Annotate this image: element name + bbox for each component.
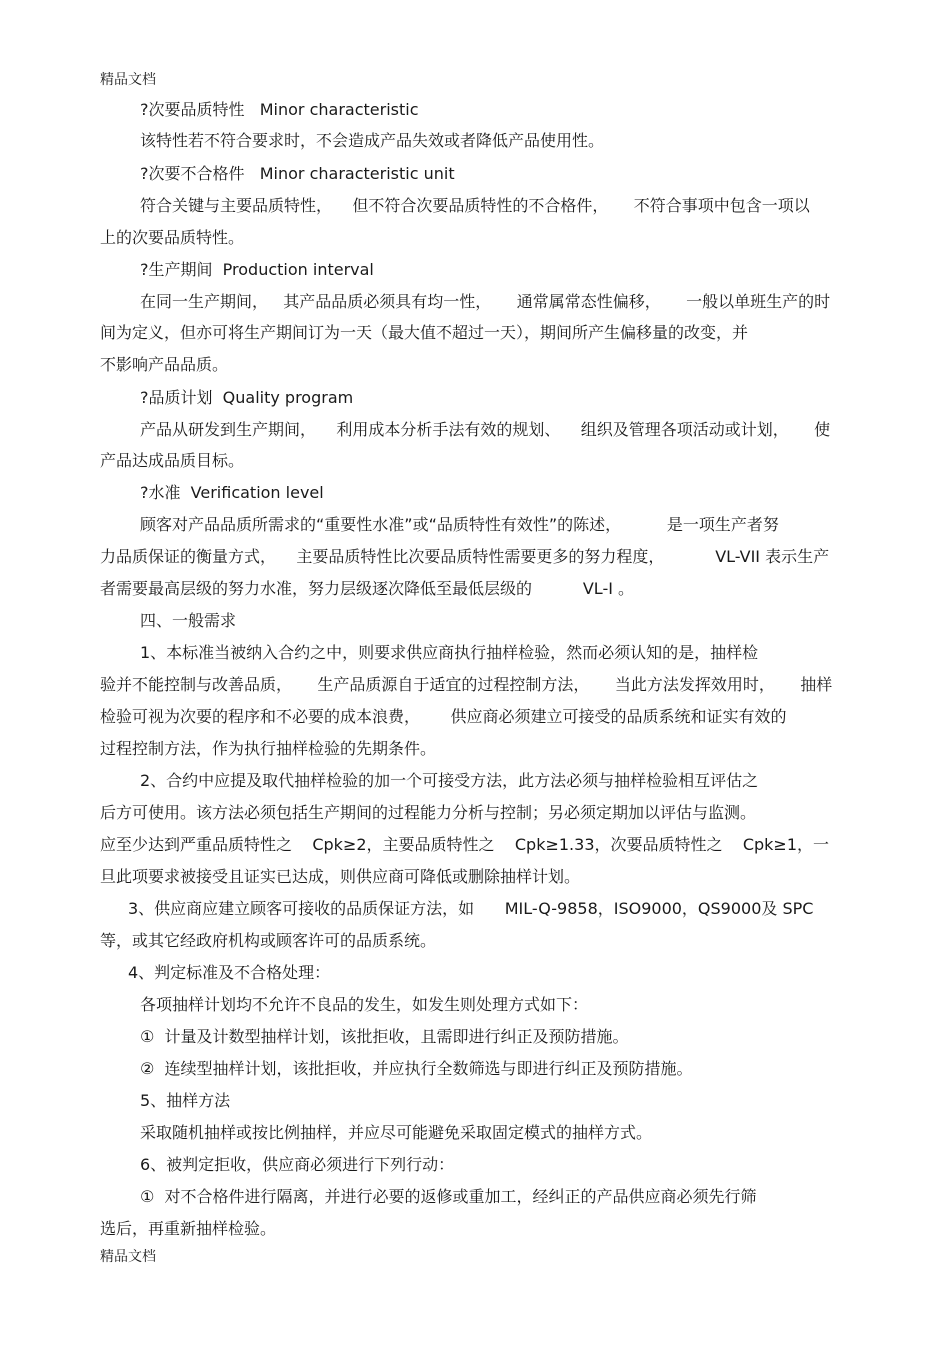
text-line: 等，或其它经政府机构或顾客许可的品质系统。 (100, 931, 437, 950)
text-line: 后方可使用。该方法必须包括生产期间的过程能力分析与控制；另必须定期加以评估与监测。 (100, 803, 757, 822)
text-line: 检验可视为次要的程序和不必要的成本浪费， 供应商必须建立可接受的品质系统和证实有效的 (100, 707, 787, 726)
text-line: 4、判定标准及不合格处理： (128, 963, 331, 982)
text-line: 5、抽样方法 (140, 1091, 231, 1110)
text-line: 过程控制方法，作为执行抽样检验的先期条件。 (100, 739, 437, 758)
text-line: ?品质计划 Quality program (140, 388, 354, 407)
text-line: ① 计量及计数型抽样计划，该批拒收，且需即进行纠正及预防措施。 (140, 1027, 629, 1046)
section-heading: 四、一般需求 (140, 611, 237, 630)
text-line: 间为定义，但亦可将生产期间订为一天（最大值不超过一天），期间所产生偏移量的改变，并 (100, 323, 749, 342)
text-line: 产品达成品质目标。 (100, 451, 245, 470)
text-line: 者需要最高层级的努力水准，努力层级逐次降低至最低层级的 VL-I 。 (100, 579, 635, 598)
text-line: 1、本标准当被纳入合约之中，则要求供应商执行抽样检验，然而必须认知的是，抽样检 (140, 643, 759, 662)
page-footer: 精品文档 (100, 1249, 156, 1265)
text-line: 符合关键与主要品质特性， 但不符合次要品质特性的不合格件， 不符合事项中包含一项以 (140, 196, 810, 215)
text-line: 6、被判定拒收，供应商必须进行下列行动： (140, 1155, 455, 1174)
text-line: 验并不能控制与改善品质， 生产品质源自于适宜的过程控制方法， 当此方法发挥效用时， 抽样 (100, 675, 833, 694)
text-line: ① 对不合格件进行隔离，并进行必要的返修或重加工，经纠正的产品供应商必须先行筛 (140, 1187, 757, 1206)
text-line: ?次要品质特性 Minor characteristic (140, 100, 419, 119)
text-line: 各项抽样计划均不允许不良品的发生，如发生则处理方式如下： (140, 995, 589, 1014)
text-line: 该特性若不符合要求时，不会造成产品失效或者降低产品使用性。 (140, 131, 605, 150)
text-line: 旦此项要求被接受且证实已达成，则供应商可降低或删除抽样计划。 (100, 867, 581, 886)
text-line: 上的次要品质特性。 (100, 228, 245, 247)
page-header: 精品文档 (100, 72, 156, 88)
text-line: ?生产期间 Production interval (140, 260, 374, 279)
text-line: 2、合约中应提及取代抽样检验的加一个可接受方法，此方法必须与抽样检验相互评估之 (140, 771, 759, 790)
text-line: 顾客对产品品质所需求的“重要性水准”或“品质特性有效性”的陈述， 是一项生产者努 (140, 515, 779, 534)
text-line: 3、供应商应建立顾客可接收的品质保证方法，如 MIL-Q-9858，ISO9000，QS9000及 SPC (128, 899, 814, 918)
text-line: ② 连续型抽样计划，该批拒收，并应执行全数筛选与即进行纠正及预防措施。 (140, 1059, 693, 1078)
text-line: 采取随机抽样或按比例抽样，并应尽可能避免采取固定模式的抽样方式。 (140, 1123, 653, 1142)
text-line: 不影响产品品质。 (100, 355, 229, 374)
text-line: 应至少达到严重品质特性之 Cpk≥2，主要品质特性之 Cpk≥1.33，次要品质特性之 Cpk≥1，一 (100, 835, 830, 854)
text-line: 力品质保证的衡量方式， 主要品质特性比次要品质特性需要更多的努力程度， VL-VII 表示生产 (100, 547, 830, 566)
text-line: 选后，再重新抽样检验。 (100, 1219, 277, 1238)
text-line: ?水准 Verification level (140, 483, 324, 502)
text-line: 在同一生产期间， 其产品品质必须具有均一性， 通常属常态性偏移， 一般以单班生产的时 (140, 292, 831, 311)
text-line: 产品从研发到生产期间， 利用成本分析手法有效的规划、 组织及管理各项活动或计划， 使 (140, 420, 831, 439)
text-line: ?次要不合格件 Minor characteristic unit (140, 164, 455, 183)
